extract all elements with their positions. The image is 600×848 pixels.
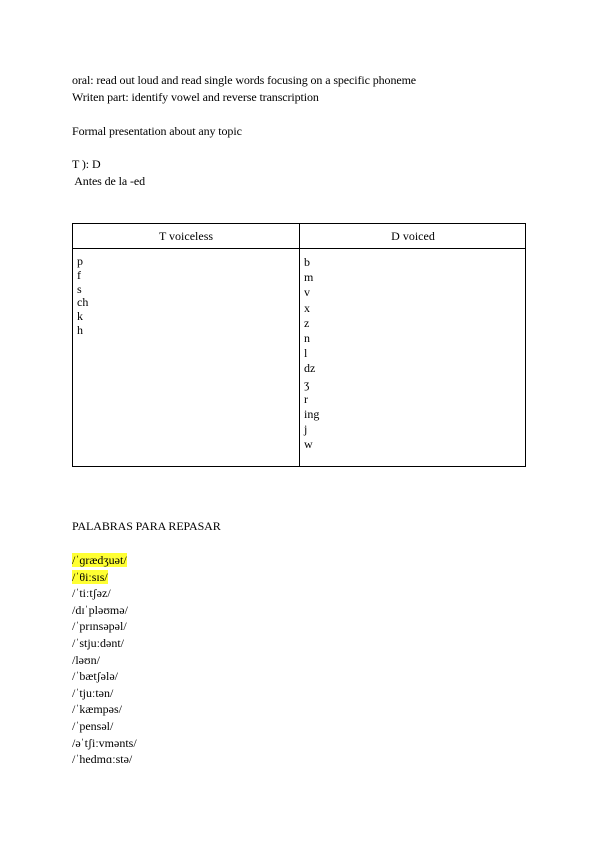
list-item: w xyxy=(304,437,313,452)
list-item: s xyxy=(77,281,82,296)
list-item: m xyxy=(304,270,314,285)
word-text: /əˈtʃiːvmənts/ xyxy=(72,735,137,750)
word-item xyxy=(72,718,137,735)
list-item: ing xyxy=(304,407,320,422)
word-item xyxy=(72,618,137,635)
word-text: /ləʊn/ xyxy=(72,652,100,667)
note-presentation: Formal presentation about any topic xyxy=(72,124,242,138)
note-antes: Antes de la -ed xyxy=(72,174,146,188)
word-item xyxy=(72,751,137,768)
list-item: f xyxy=(77,267,81,282)
phoneme-table xyxy=(72,223,526,467)
note-oral: oral: read out loud and read single words focusing on a specific phoneme xyxy=(72,73,417,87)
word-item xyxy=(72,735,137,752)
table-header-divider xyxy=(73,248,525,249)
list-item: h xyxy=(77,322,83,337)
voiceless-list xyxy=(77,255,88,338)
list-item: v xyxy=(304,285,310,300)
word-text: /ˈpensəl/ xyxy=(72,718,114,733)
word-text: /ˈtjuːtən/ xyxy=(72,685,114,700)
voiced-list xyxy=(304,255,319,453)
word-text: /ˈstjuːdənt/ xyxy=(72,635,124,650)
word-item xyxy=(72,585,137,602)
word-text: /ˈhedmɑːstə/ xyxy=(72,752,133,767)
word-item xyxy=(72,685,137,702)
list-item: l xyxy=(304,346,308,361)
word-item xyxy=(72,552,137,569)
word-text: /ˈbætʃələ/ xyxy=(72,669,118,684)
list-item: ʒ xyxy=(304,376,310,391)
word-text: /ˈprɪnsəpəl/ xyxy=(72,619,127,634)
word-item xyxy=(72,569,137,586)
list-item: j xyxy=(304,422,308,437)
word-list xyxy=(72,552,137,768)
word-text: /dɪˈpləʊmə/ xyxy=(72,602,128,617)
table-column-divider xyxy=(299,224,300,466)
list-item: z xyxy=(304,315,310,330)
list-item: x xyxy=(304,300,310,315)
word-text: /ˈɡrædʒuət/ xyxy=(72,553,127,567)
section-title: PALABRAS PARA REPASAR xyxy=(72,519,221,533)
word-item xyxy=(72,668,137,685)
list-item: ch xyxy=(77,295,89,310)
word-item xyxy=(72,701,137,718)
header-voiceless: T voiceless xyxy=(158,229,214,243)
list-item: p xyxy=(77,254,83,268)
list-item: dz xyxy=(304,361,316,376)
note-t-d: T ): D xyxy=(72,157,101,171)
list-item: n xyxy=(304,331,310,346)
word-text: /ˈθiːsɪs/ xyxy=(72,569,108,584)
word-item xyxy=(72,635,137,652)
note-written: Writen part: identify vowel and reverse transcription xyxy=(72,90,319,104)
list-item: k xyxy=(77,309,83,324)
word-item xyxy=(72,652,137,669)
word-text: /ˈkæmpəs/ xyxy=(72,702,122,717)
word-item xyxy=(72,602,137,619)
list-item: r xyxy=(304,391,308,406)
header-voiced: D voiced xyxy=(391,229,435,243)
word-text: /ˈtiːtʃəz/ xyxy=(72,586,111,601)
list-item: b xyxy=(304,255,310,269)
